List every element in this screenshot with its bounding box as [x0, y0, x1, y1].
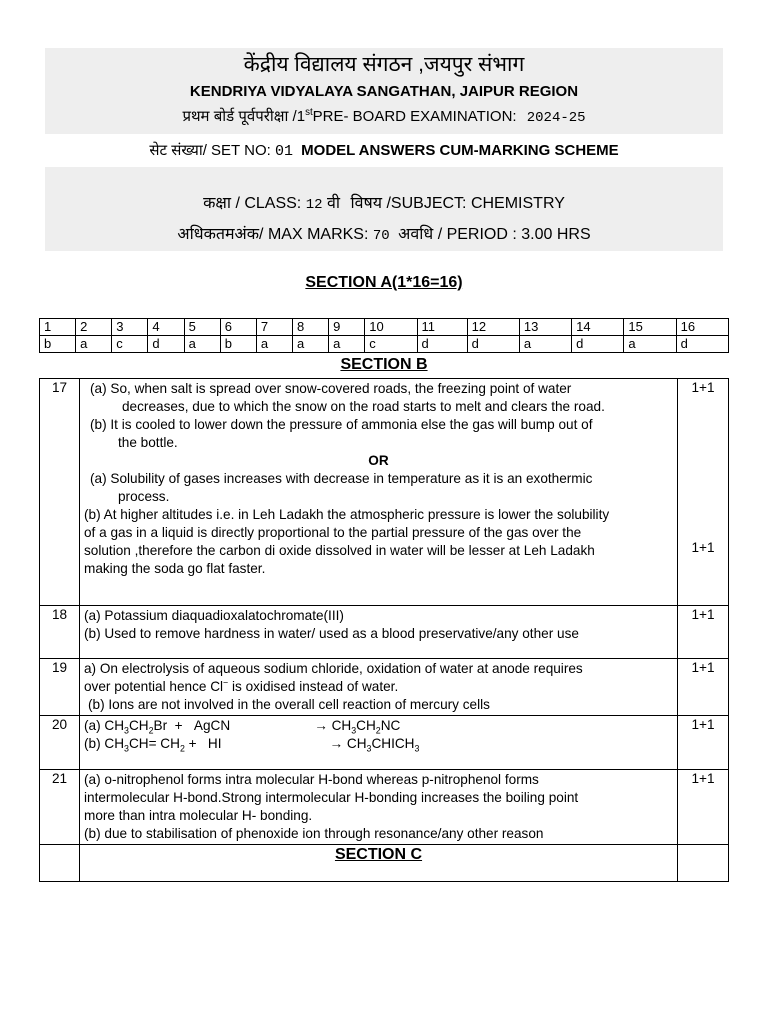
chloride-charge: − — [223, 677, 229, 688]
max-marks-label: अधिकतमअंक/ MAX MARKS: — [177, 226, 369, 243]
question-number-cell: 8 — [292, 319, 328, 336]
question-number: 18 — [40, 606, 80, 659]
answer-cell: b — [220, 336, 256, 353]
class-number: 12 — [305, 197, 323, 213]
q17-b-line1: (b) It is cooled to lower down the pressure of ammonia else the gas will bump out of — [90, 417, 593, 432]
answer-text — [80, 659, 678, 716]
exam-sup: st — [305, 107, 313, 118]
q21-line2: intermolecular H-bond.Strong intermolecular H-bonding increases the boiling point — [84, 790, 579, 805]
section-c-title: SECTION C — [80, 845, 678, 882]
set-line — [45, 140, 723, 163]
answer-cell: a — [292, 336, 328, 353]
question-number-cell: 13 — [519, 319, 571, 336]
marks-value: 1+1 — [691, 540, 715, 555]
q17-a-line1: (a) So, when salt is spread over snow-covered roads, the freezing point of water — [90, 381, 572, 396]
q17-alt-b-line1: (b) At higher altitudes i.e. in Leh Ladakh the atmospheric pressure is lower the solubility — [84, 507, 610, 522]
answer-cell: a — [329, 336, 365, 353]
hindi-org-title: केंद्रीय विद्यालय संगठन ,जयपुर संभाग — [243, 53, 525, 76]
question-number-cell: 10 — [365, 319, 417, 336]
question-number-cell: 3 — [112, 319, 148, 336]
section-b-title: SECTION B — [340, 356, 428, 373]
q19-a-line2 — [84, 678, 673, 696]
marks-value: 1+1 — [678, 659, 729, 716]
question-number: 17 — [40, 379, 80, 606]
question-number-cell: 2 — [76, 319, 112, 336]
question-number-cell: 5 — [184, 319, 220, 336]
question-number-row — [40, 319, 729, 336]
q20-a-equation: (a) $CH_3CH_2Br$ + AgCN → $CH_3CH_2NC$ — [84, 718, 401, 736]
exam-english: PRE- BOARD EXAMINATION: — [312, 108, 517, 125]
marks-value: 1+1 — [678, 716, 729, 770]
q18-b: (b) Used to remove hardness in water/ used as a blood preservative/any other use — [84, 626, 579, 641]
answer-cell: c — [365, 336, 417, 353]
answer-cell: a — [76, 336, 112, 353]
marks-line — [45, 220, 723, 251]
answer-cell: d — [417, 336, 467, 353]
q17-alt-b-line2: of a gas in a liquid is directly proportional to the partial pressure of the gas over the — [84, 525, 582, 540]
q21-line1: (a) o-nitrophenol forms intra molecular H-bond whereas p-nitrophenol forms — [84, 772, 539, 787]
q17-alt-b-line4: making the soda go flat faster. — [84, 561, 266, 576]
answer-text — [80, 379, 678, 606]
answer-cell: d — [467, 336, 519, 353]
subject-label: विषय /SUBJECT: CHEMISTRY — [350, 195, 565, 212]
answer-text — [80, 606, 678, 659]
document-title: MODEL ANSWERS CUM-MARKING SCHEME — [301, 142, 619, 159]
or-divider: OR — [368, 453, 389, 468]
answer-cell: d — [148, 336, 184, 353]
marks-value: 1+1 — [678, 606, 729, 659]
max-marks-value: 70 — [372, 228, 390, 244]
answer-cell: a — [184, 336, 220, 353]
section-c-row — [40, 845, 729, 882]
q17-alt-a-line1: (a) Solubility of gases increases with decrease in temperature as it is an exothermic — [90, 471, 593, 486]
class-line — [45, 189, 723, 220]
q17-b-line2: the bottle. — [118, 435, 178, 450]
header-block — [45, 48, 723, 134]
q21-line4: (b) due to stabilisation of phenoxide ion through resonance/any other reason — [84, 826, 544, 841]
q21-line3: more than intra molecular H- bonding. — [84, 808, 313, 823]
question-row-19 — [40, 659, 729, 716]
question-number-cell: 4 — [148, 319, 184, 336]
period-label: अवधि / PERIOD : 3.00 HRS — [398, 226, 591, 243]
exam-hindi: प्रथम बोर्ड पूर्वपरीक्षा /1 — [182, 108, 306, 125]
class-block — [45, 167, 723, 251]
answer-cell: d — [676, 336, 728, 353]
exam-title — [45, 102, 723, 133]
set-label: सेट संख्या/ SET NO: — [149, 142, 271, 159]
q20-b-equation: (b) $CH_3CH= CH_2$ + HI → $CH_3CHICH_3$ — [84, 736, 420, 754]
answer-grid — [39, 318, 729, 353]
answer-cell: a — [256, 336, 292, 353]
q17-alt-b-line3: solution ,therefore the carbon di oxide dissolved in water will be lesser at Leh Ladakh — [84, 543, 595, 558]
answer-cell: c — [112, 336, 148, 353]
q19-a-line1: a) On electrolysis of aqueous sodium chloride, oxidation of water at anode requires — [84, 661, 583, 676]
question-number-cell: 14 — [572, 319, 624, 336]
answer-cell: a — [624, 336, 676, 353]
question-row-20 — [40, 716, 729, 770]
class-label: कक्षा / CLASS: — [203, 195, 302, 212]
answer-cell: b — [40, 336, 76, 353]
answer-cell: a — [519, 336, 571, 353]
question-number-cell: 12 — [467, 319, 519, 336]
org-title: KENDRIYA VIDYALAYA SANGATHAN, JAIPUR REGION — [189, 83, 579, 100]
answer-cell: d — [572, 336, 624, 353]
empty-cell — [40, 845, 80, 882]
q19-b: (b) Ions are not involved in the overall cell reaction of mercury cells — [88, 697, 490, 712]
q19-text: over potential hence Cl — [84, 679, 224, 694]
question-row-21 — [40, 770, 729, 845]
q18-a: (a) Potassium diaquadioxalatochromate(III) — [84, 608, 344, 623]
question-number-cell: 7 — [256, 319, 292, 336]
answer-text — [80, 770, 678, 845]
marks-cell — [678, 379, 729, 606]
question-number-cell: 11 — [417, 319, 467, 336]
question-number-cell: 16 — [676, 319, 728, 336]
q17-alt-a-line2: process. — [118, 489, 170, 504]
marks-value: 1+1 — [691, 380, 715, 395]
set-number: 01 — [274, 143, 293, 160]
question-number: 19 — [40, 659, 80, 716]
question-number: 21 — [40, 770, 80, 845]
class-suffix: वी — [326, 195, 341, 212]
question-number-cell: 1 — [40, 319, 76, 336]
question-row-17 — [40, 379, 729, 606]
section-b-table — [39, 378, 729, 882]
question-number: 20 — [40, 716, 80, 770]
question-number-cell: 6 — [220, 319, 256, 336]
question-number-cell: 15 — [624, 319, 676, 336]
q17-a-line2: decreases, due to which the snow on the road starts to melt and clears the road. — [122, 399, 605, 414]
question-row-18 — [40, 606, 729, 659]
question-number-cell: 9 — [329, 319, 365, 336]
answer-row — [40, 336, 729, 353]
exam-year: 2024-25 — [526, 110, 586, 126]
section-a-title: SECTION A(1*16=16) — [305, 274, 463, 291]
q19-text: is oxidised instead of water. — [228, 679, 399, 694]
marks-value: 1+1 — [678, 770, 729, 845]
answer-text — [80, 716, 678, 770]
empty-cell — [678, 845, 729, 882]
